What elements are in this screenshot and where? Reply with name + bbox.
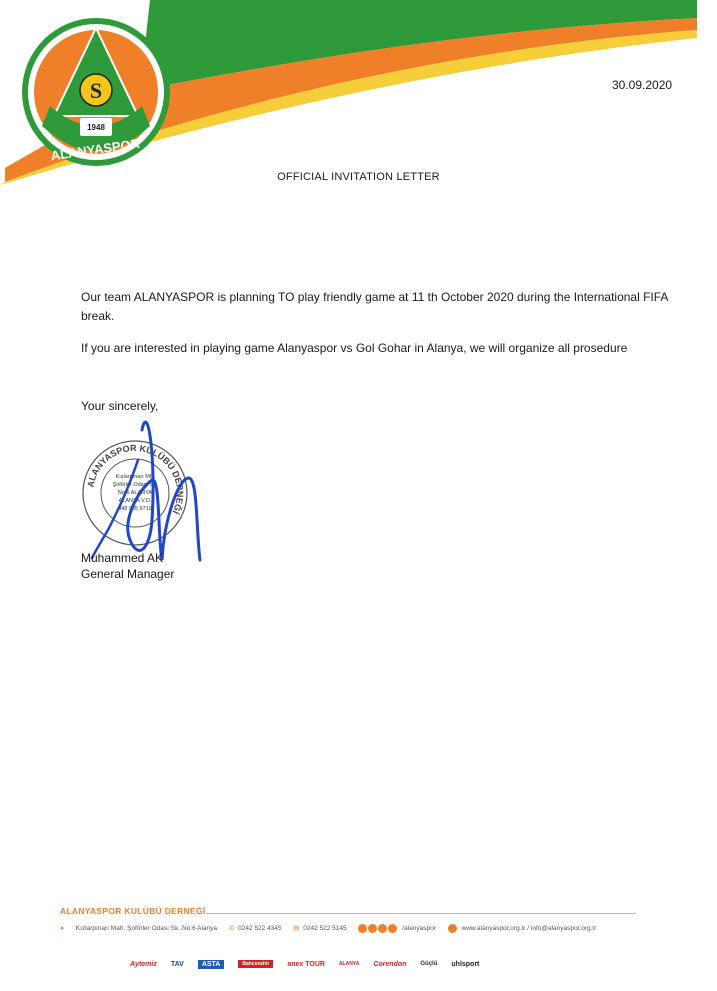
logo-letter: S [89,78,103,103]
signer-title: General Manager [81,567,175,581]
stamp-line-3: No:6 ALANYA [117,490,153,496]
stamp-line-2: Şoförler Odası Sk. [112,482,158,488]
stamp-line-5: 048 095 6710 [118,506,152,512]
signer-name: Muhammed AK [81,551,164,565]
signature-scribble [78,400,218,570]
sponsor-logo: Bahcesehir [238,960,273,968]
web-icon [448,925,458,932]
sponsor-logo: Aytemiz [130,960,157,968]
paragraph-2: If you are interested in playing game Alanyaspor vs Gol Gohar in Alanya, we will organize all prosedure [81,341,628,355]
letter-date: 30.09.2020 [612,78,673,92]
letterhead-footer [60,906,660,933]
sponsor-logo: Corendon [373,960,407,968]
footer-fax: 0242 522 5145 [303,925,347,933]
signer-block [81,550,174,582]
fax-icon: ▤ [293,925,300,933]
footer-contact [60,924,606,933]
logo-text: ALANYASPOR [49,135,141,164]
sponsor-logo: anex TOUR [287,960,325,968]
club-logo [20,16,172,168]
sponsor-logo: uhlsport [451,960,480,968]
footer-address: Kızlarpınarı Mah. Şoförler Odası Sk. No:6 Alanya [75,925,218,933]
stamp-line-1: Kızlarpınarı Mh. [115,474,155,480]
logo-year: 1948 [87,123,105,132]
paragraph-1: Our team ALANYASPOR is planning TO play friendly game at 11 th October 2020 during the International FIFA break. [81,290,668,323]
stamp-ring-text: ALANYASPOR KULÜBÜ DERNEĞİ [85,442,186,516]
sponsor-logo: ASTA [198,960,225,969]
sponsor-logo: ALANYA [338,961,360,967]
location-icon: ● [60,925,64,933]
footer-phone: 0242 522 4345 [238,925,282,933]
sponsor-strip [130,954,580,974]
footer-web: www.alanyaspor.org.tr / info@alanyaspor.org.tr [461,925,597,933]
stamp-line-4: ALANYA V.D. [118,498,152,504]
footer-divider [206,913,636,914]
footer-org-name: ALANYASPOR KULÜBÜ DERNEĞİ [60,906,206,916]
sponsor-logo: Güçlü [420,961,438,967]
sponsor-logo: TAV [170,960,184,968]
letter-title: OFFICIAL INVITATION LETTER [277,171,440,183]
phone-icon: ✆ [228,925,235,933]
social-icons [358,925,398,932]
closing-salutation: Your sincerely, [81,399,159,413]
footer-social: /alanyaspor [402,925,436,933]
